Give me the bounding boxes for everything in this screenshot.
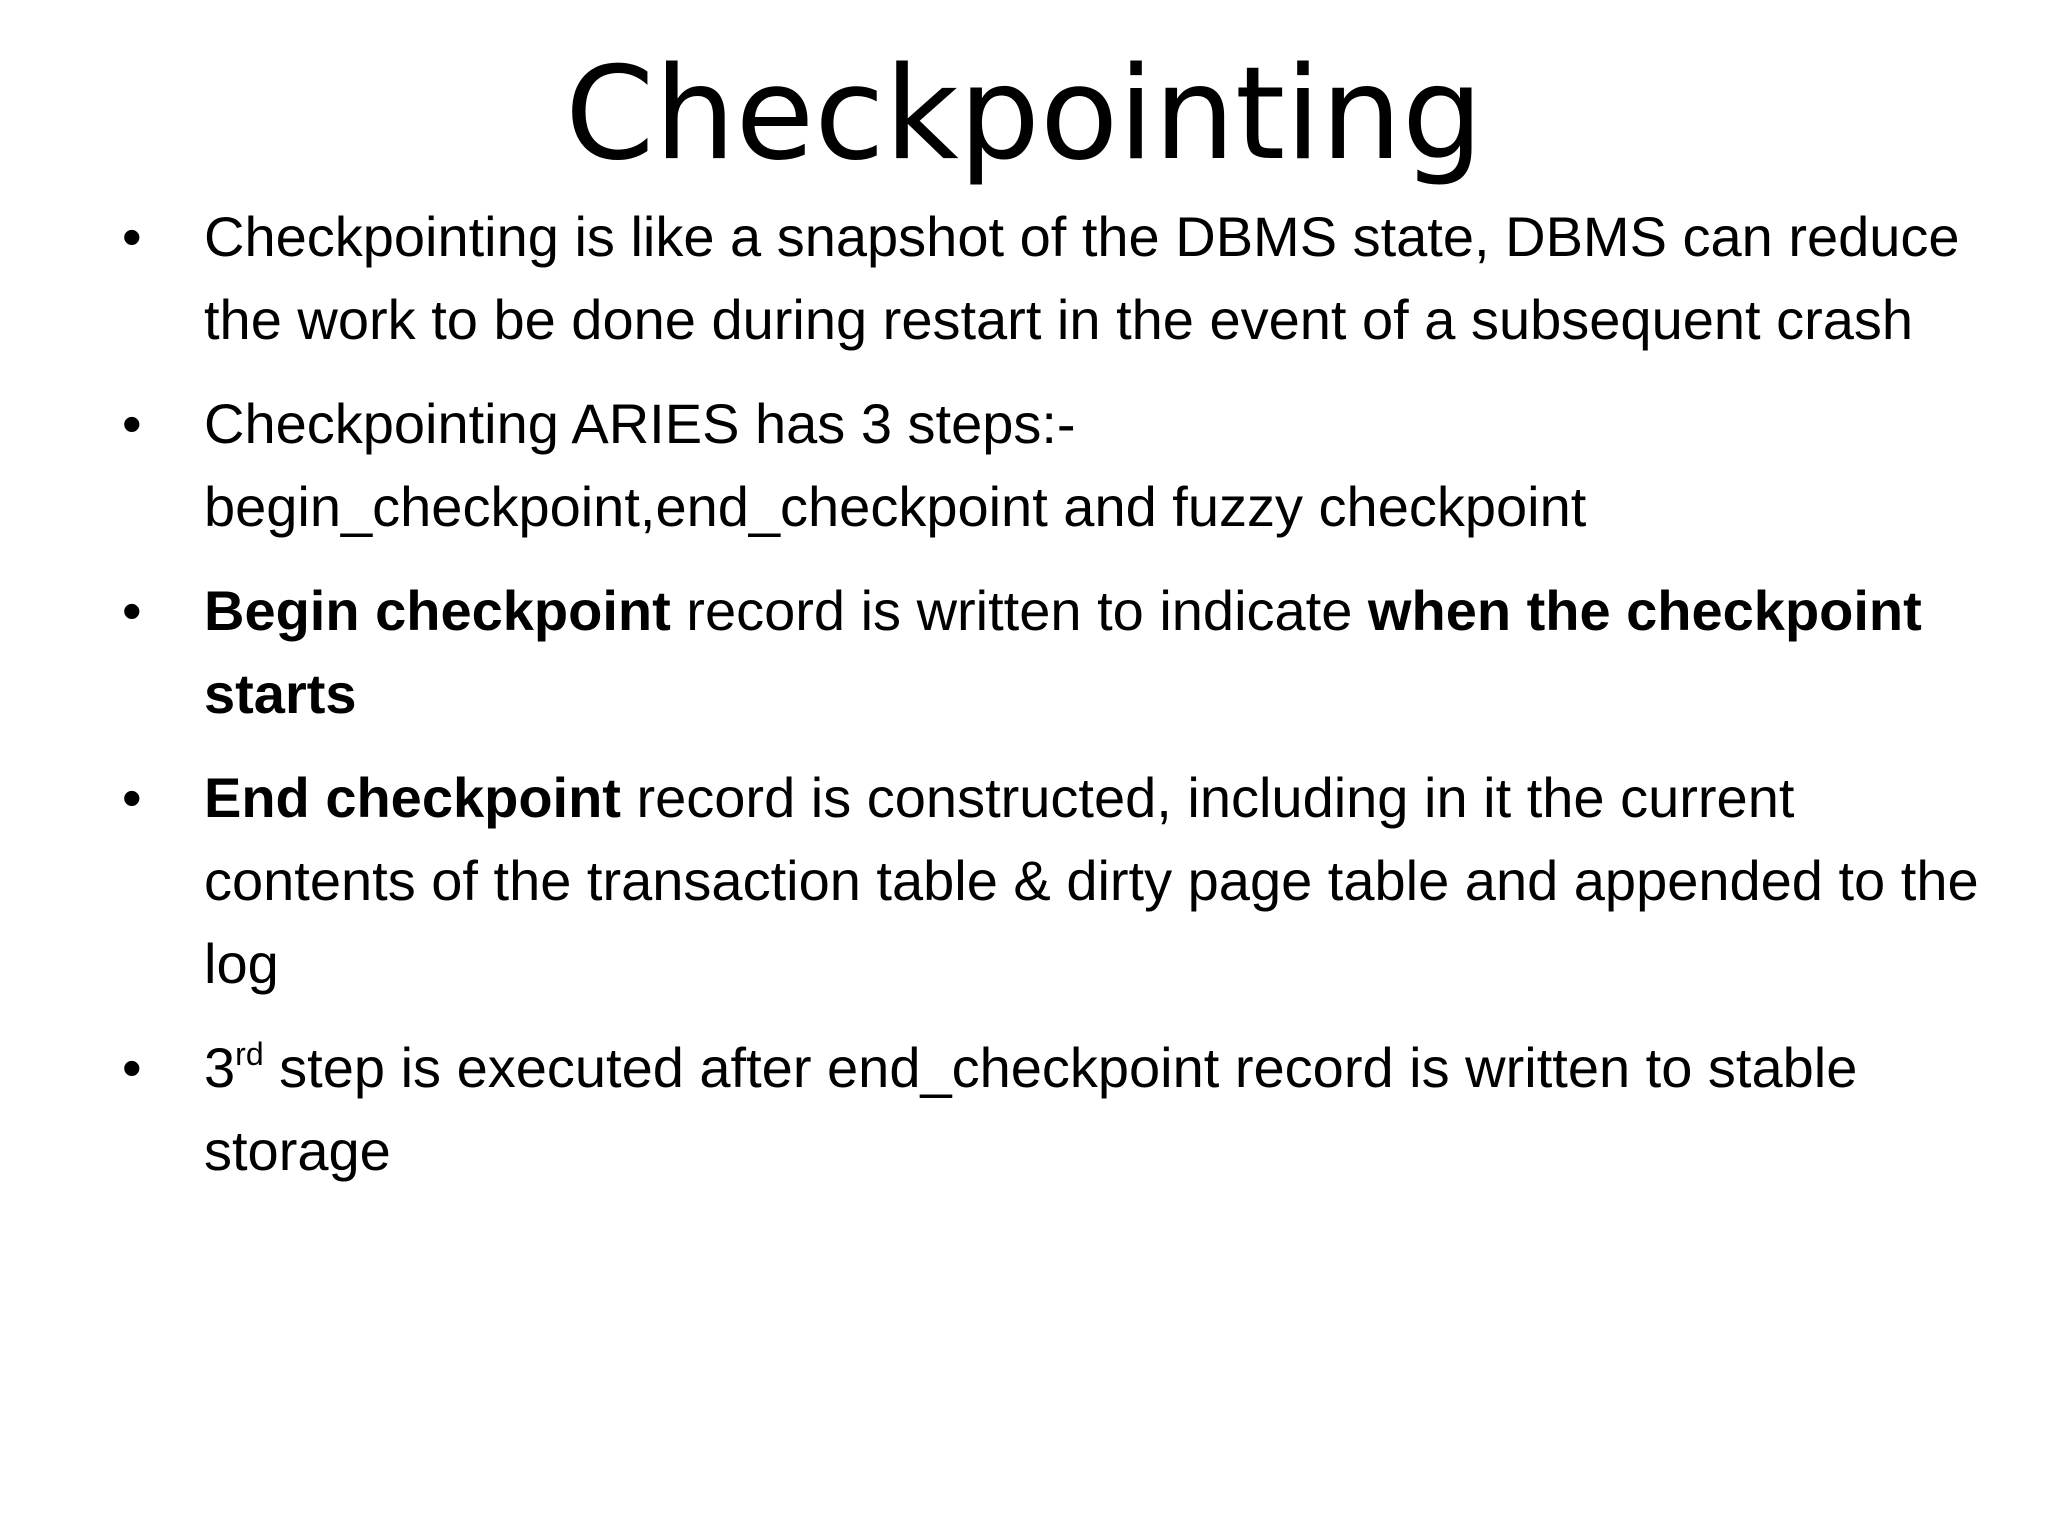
bullet-icon: • [122, 766, 142, 829]
bullet-icon: • [122, 392, 142, 455]
bullet-item-snapshot [122, 195, 1982, 361]
bullet-text: Checkpointing is like a snapshot of the DBMS state, DBMS can reduce the work to be done during restart in the event of a subsequent crash [204, 205, 1960, 351]
bullet-text-line2: begin_checkpoint,end_checkpoint and fuzzy checkpoint [204, 475, 1587, 538]
bullet-item-third-step [122, 1026, 1982, 1192]
bullet-text: record is constructed, including in it the current contents of the transaction table & dirty page table and appended to the log [204, 766, 1979, 995]
bullet-item-end-checkpoint [122, 756, 1982, 1005]
bullet-bold-term: End checkpoint [204, 766, 621, 829]
bullet-icon: • [122, 205, 142, 268]
bullet-bold-term: Begin checkpoint [204, 579, 671, 642]
bullet-bold-phrase: when the checkpoint starts [204, 579, 1922, 725]
bullet-text: step is executed after end_checkpoint record is written to stable storage [204, 1036, 1858, 1182]
step-ordinal-suffix: rd [235, 1036, 264, 1072]
bullet-text: record is written to indicate [670, 579, 1368, 642]
bullet-text-line1: Checkpointing ARIES has 3 steps:- [204, 392, 1076, 455]
slide-title: Checkpointing [564, 40, 1484, 189]
bullet-icon: • [122, 579, 142, 642]
bullet-icon: • [122, 1036, 142, 1099]
bullet-list [122, 195, 1982, 1213]
bullet-item-begin-checkpoint [122, 569, 1982, 735]
step-number: 3 [204, 1036, 236, 1099]
bullet-item-aries-steps [122, 382, 1982, 548]
